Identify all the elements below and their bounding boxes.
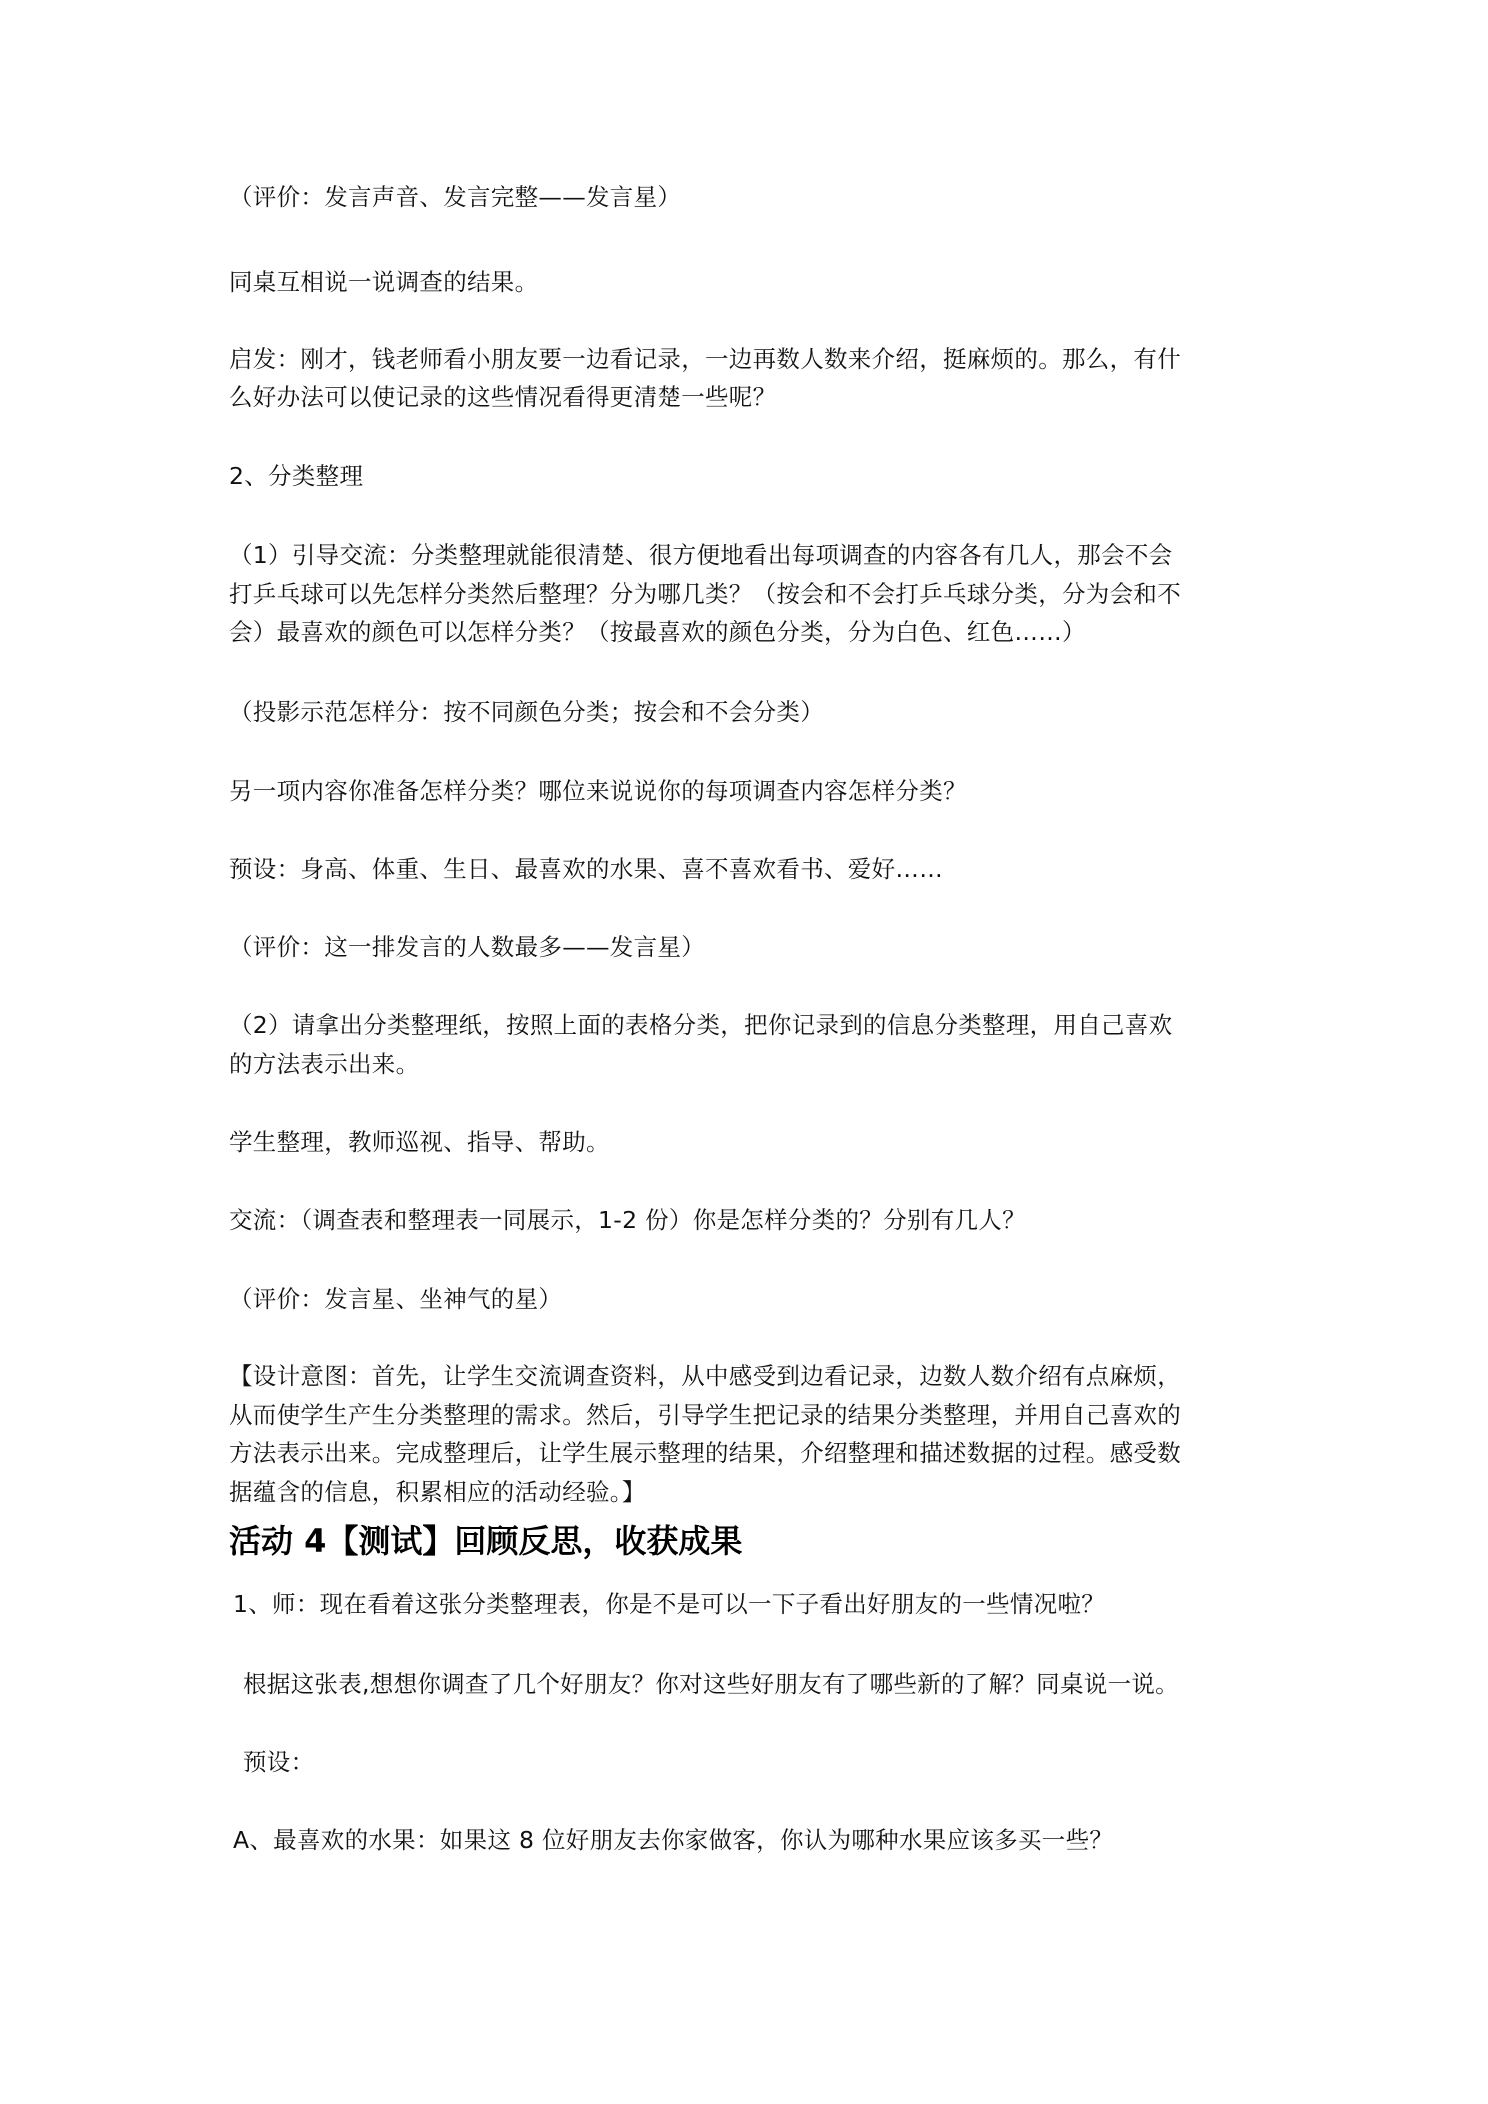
paragraph-preset-label: 预设： [243,1748,315,1776]
paragraph-deskmate-share: 同桌互相说一说调查的结果。 [229,268,539,296]
paragraph-teacher-question: 1、师：现在看着这张分类整理表，你是不是可以一下子看出好朋友的一些情况啦？ [233,1590,1106,1618]
paragraph-guide-line-2: 打乒乓球可以先怎样分类然后整理？分为哪几类？（按会和不会打乒乓球分类，分为会和不 [229,580,1181,608]
paragraph-design-intent-line-4: 据蕴含的信息，积累相应的活动经验。】 [229,1478,646,1506]
section-title-classify: 2、分类整理 [229,462,364,490]
paragraph-student-work: 学生整理，教师巡视、指导、帮助。 [229,1128,610,1156]
paragraph-inspiration-line-1: 启发：刚才，钱老师看小朋友要一边看记录，一边再数人数来介绍，挺麻烦的。那么，有什 [229,345,1181,373]
paragraph-evaluation-1: （评价：发言声音、发言完整——发言星） [229,183,682,211]
paragraph-exchange: 交流：（调查表和整理表一同展示，1-2 份）你是怎样分类的？分别有几人？ [229,1206,1026,1234]
paragraph-design-intent-line-3: 方法表示出来。完成整理后，让学生展示整理的结果，介绍整理和描述数据的过程。感受数 [229,1439,1181,1467]
paragraph-favorite-fruit: A、最喜欢的水果：如果这 8 位好朋友去你家做客，你认为哪种水果应该多买一些？ [233,1826,1114,1854]
paragraph-presets: 预设：身高、体重、生日、最喜欢的水果、喜不喜欢看书、爱好…… [229,855,943,883]
paragraph-sort-paper-line-2: 的方法表示出来。 [229,1050,420,1078]
paragraph-based-on-table: 根据这张表,想想你调查了几个好朋友？你对这些好朋友有了哪些新的了解？同桌说一说。 [243,1670,1179,1698]
paragraph-guide-line-1: （1）引导交流：分类整理就能很清楚、很方便地看出每项调查的内容各有几人，那会不会 [229,541,1173,569]
paragraph-evaluation-3: （评价：发言星、坐神气的星） [229,1285,563,1313]
paragraph-design-intent-line-1: 【设计意图：首先，让学生交流调查资料，从中感受到边看记录，边数人数介绍有点麻烦， [229,1362,1181,1390]
paragraph-sort-paper-line-1: （2）请拿出分类整理纸，按照上面的表格分类，把你记录到的信息分类整理，用自己喜欢 [229,1011,1173,1039]
paragraph-evaluation-2: （评价：这一排发言的人数最多——发言星） [229,933,705,961]
activity-4-heading: 活动 4【测试】回顾反思，收获成果 [229,1522,743,1560]
paragraph-projection-demo: （投影示范怎样分：按不同颜色分类；按会和不会分类） [229,698,824,726]
paragraph-other-item: 另一项内容你准备怎样分类？哪位来说说你的每项调查内容怎样分类？ [229,777,967,805]
paragraph-inspiration-line-2: 么好办法可以使记录的这些情况看得更清楚一些呢？ [229,383,777,411]
paragraph-guide-line-3: 会）最喜欢的颜色可以怎样分类？（按最喜欢的颜色分类，分为白色、红色……） [229,618,1086,646]
paragraph-design-intent-line-2: 从而使学生产生分类整理的需求。然后，引导学生把记录的结果分类整理，并用自己喜欢的 [229,1401,1181,1429]
